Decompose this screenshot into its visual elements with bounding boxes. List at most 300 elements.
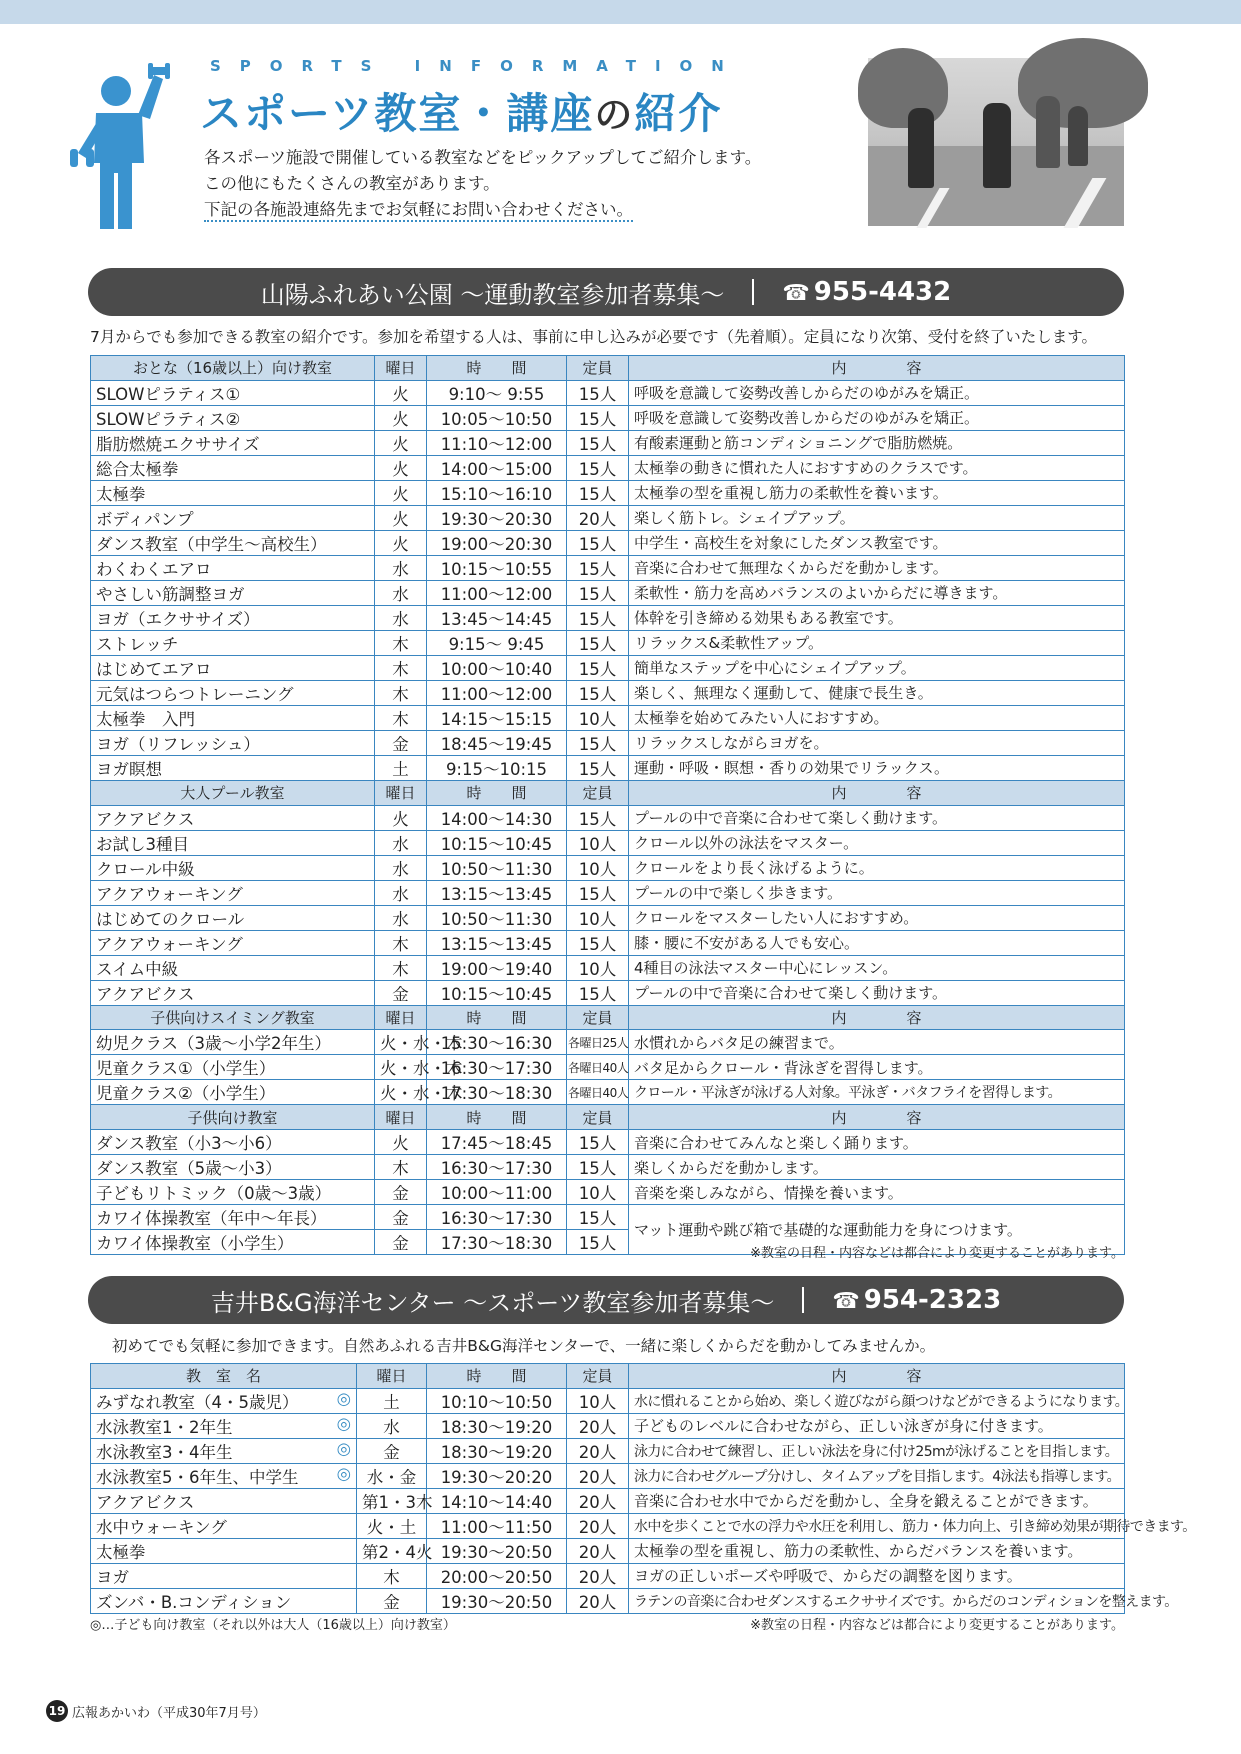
header-class: 大人プール教室 <box>91 780 375 805</box>
table-row <box>91 1030 1125 1055</box>
content-cell: 膝・腰に不安がある人でも安心。 <box>629 930 1125 955</box>
capacity-cell: 10人 <box>567 1388 629 1413</box>
day-cell: 土 <box>357 1388 427 1413</box>
time-cell: 10:15〜10:55 <box>427 555 567 580</box>
content-cell: クロールをマスターしたい人におすすめ。 <box>629 905 1125 930</box>
capacity-cell: 20人 <box>567 1488 629 1513</box>
class-name: ヨガ（リフレッシュ） <box>91 730 375 755</box>
class-name: はじめてエアロ <box>91 655 375 680</box>
class-name: ボディパンプ <box>91 505 375 530</box>
capacity-cell: 15人 <box>567 605 629 630</box>
content-cell: 楽しく筋トレ。シェイプアップ。 <box>629 505 1125 530</box>
capacity-cell: 10人 <box>567 830 629 855</box>
class-name: 太極拳 <box>91 480 375 505</box>
content-cell: 中学生・高校生を対象にしたダンス教室です。 <box>629 530 1125 555</box>
time-cell: 10:50〜11:30 <box>427 905 567 930</box>
table-row <box>91 555 1125 580</box>
day-cell: 金 <box>375 1230 427 1255</box>
page-header <box>70 55 870 240</box>
header-capacity: 定員 <box>567 1005 629 1030</box>
time-cell: 14:00〜15:00 <box>427 455 567 480</box>
time-cell: 18:30〜19:20 <box>427 1413 567 1438</box>
divider <box>802 1287 804 1313</box>
capacity-cell: 15人 <box>567 555 629 580</box>
capacity-cell: 15人 <box>567 1155 629 1180</box>
class-name: SLOWピラティス① <box>91 380 375 405</box>
class-name: アクアウォーキング <box>91 880 375 905</box>
day-cell: 火 <box>375 380 427 405</box>
content-cell: 音楽に合わせ水中でからだを動かし、全身を鍛えることができます。 <box>629 1488 1125 1513</box>
class-name-text: 水泳教室5・6年生、中学生 <box>96 1467 299 1487</box>
section-title: 山陽ふれあい公園 〜運動教室参加者募集〜 <box>260 280 725 309</box>
table-row <box>91 1588 1125 1613</box>
capacity-cell: 15人 <box>567 680 629 705</box>
time-cell: 11:10〜12:00 <box>427 430 567 455</box>
table-row <box>91 1155 1125 1180</box>
table-row <box>91 430 1125 455</box>
day-cell: 水 <box>375 880 427 905</box>
time-cell: 16:30〜17:30 <box>427 1205 567 1230</box>
class-name: 幼児クラス（3歳〜小学2年生） <box>91 1030 375 1055</box>
day-cell: 木 <box>357 1563 427 1588</box>
class-name-text: 水泳教室1・2年生 <box>96 1417 233 1437</box>
capacity-cell: 20人 <box>567 505 629 530</box>
day-cell: 水 <box>375 605 427 630</box>
day-cell: 水 <box>375 580 427 605</box>
capacity-cell: 10人 <box>567 1180 629 1205</box>
class-name: ダンス教室（中学生〜高校生） <box>91 530 375 555</box>
day-cell: 水 <box>375 830 427 855</box>
table-row <box>91 380 1125 405</box>
class-name <box>91 1463 357 1488</box>
day-cell: 火・水・木 <box>375 1055 427 1080</box>
content-cell: 簡単なステップを中心にシェイプアップ。 <box>629 655 1125 680</box>
header-content: 内 容 <box>629 1364 1125 1389</box>
time-cell: 10:00〜10:40 <box>427 655 567 680</box>
capacity-cell: 15人 <box>567 630 629 655</box>
class-name: アクアビクス <box>91 805 375 830</box>
class-name: ヨガ瞑想 <box>91 755 375 780</box>
header-day: 曜日 <box>375 1005 427 1030</box>
day-cell: 火 <box>375 455 427 480</box>
table-row <box>91 855 1125 880</box>
capacity-cell: 10人 <box>567 705 629 730</box>
capacity-cell: 15人 <box>567 930 629 955</box>
header-capacity: 定員 <box>567 1364 629 1389</box>
time-cell: 10:50〜11:30 <box>427 855 567 880</box>
class-name <box>91 1388 357 1413</box>
header-day: 曜日 <box>375 1105 427 1130</box>
table-header-row <box>91 780 1125 805</box>
day-cell: 金 <box>375 1205 427 1230</box>
table-row <box>91 530 1125 555</box>
capacity-cell: 15人 <box>567 755 629 780</box>
time-cell: 17:30〜18:30 <box>427 1080 567 1105</box>
capacity-cell: 10人 <box>567 955 629 980</box>
time-cell: 11:00〜12:00 <box>427 580 567 605</box>
capacity-cell: 15人 <box>567 380 629 405</box>
child-class-mark: ◎ <box>336 1388 351 1408</box>
capacity-cell: 20人 <box>567 1563 629 1588</box>
table-header-row <box>91 1364 1125 1389</box>
class-name: やさしい筋調整ヨガ <box>91 580 375 605</box>
table-row <box>91 1413 1125 1438</box>
class-name <box>91 1488 357 1513</box>
header-time: 時 間 <box>427 356 567 381</box>
table-row <box>91 1080 1125 1105</box>
capacity-cell: 20人 <box>567 1513 629 1538</box>
day-cell: 火 <box>375 805 427 830</box>
class-name: ダンス教室（小3〜小6） <box>91 1130 375 1155</box>
day-cell: 水 <box>357 1413 427 1438</box>
table-row <box>91 980 1125 1005</box>
capacity-cell: 15人 <box>567 1130 629 1155</box>
time-cell: 18:30〜19:20 <box>427 1438 567 1463</box>
child-class-mark: ◎ <box>336 1413 351 1433</box>
legend-note: ◎…子ども向け教室（それ以外は大人（16歳以上）向け教室） <box>90 1618 456 1633</box>
capacity-cell: 20人 <box>567 1413 629 1438</box>
class-name: カワイ体操教室（小学生） <box>91 1230 375 1255</box>
day-cell: 金 <box>357 1588 427 1613</box>
class-name: 児童クラス①（小学生） <box>91 1055 375 1080</box>
yoshii-schedule-table <box>90 1363 1196 1614</box>
child-class-mark: ◎ <box>336 1438 351 1458</box>
class-name-text: みずなれ教室（4・5歳児） <box>96 1392 299 1412</box>
capacity-cell: 20人 <box>567 1438 629 1463</box>
time-cell: 19:30〜20:30 <box>427 505 567 530</box>
time-cell: 9:10〜 9:55 <box>427 380 567 405</box>
capacity-cell: 15人 <box>567 455 629 480</box>
table-row <box>91 805 1125 830</box>
time-cell: 11:00〜11:50 <box>427 1513 567 1538</box>
class-name <box>91 1588 357 1613</box>
header-class: 子供向けスイミング教室 <box>91 1005 375 1030</box>
day-cell: 木 <box>375 655 427 680</box>
eyebrow-text: SPORTS INFORMATION <box>210 57 743 75</box>
section-bar-yoshii <box>88 1276 1124 1324</box>
capacity-cell: 15人 <box>567 730 629 755</box>
content-cell: 泳力に合わせグループ分けし、タイムアップを目指します。4泳法も指導します。 <box>629 1463 1125 1488</box>
table-row <box>91 1488 1125 1513</box>
header-day: 曜日 <box>375 356 427 381</box>
time-cell: 19:00〜19:40 <box>427 955 567 980</box>
capacity-cell: 20人 <box>567 1463 629 1488</box>
capacity-cell: 15人 <box>567 805 629 830</box>
content-cell: 音楽に合わせて無理なくからだを動かします。 <box>629 555 1125 580</box>
page-number: 19 <box>46 1700 68 1722</box>
class-name: 総合太極拳 <box>91 455 375 480</box>
time-cell: 11:00〜12:00 <box>427 680 567 705</box>
header-capacity: 定員 <box>567 1105 629 1130</box>
capacity-cell: 20人 <box>567 1538 629 1563</box>
header-content: 内 容 <box>629 356 1125 381</box>
day-cell: 金 <box>357 1438 427 1463</box>
class-name: カワイ体操教室（年中〜年長） <box>91 1205 375 1230</box>
section-bar-sanyo <box>88 268 1124 316</box>
day-cell: 火 <box>375 480 427 505</box>
class-name: アクアビクス <box>91 980 375 1005</box>
table-header-row <box>91 356 1125 381</box>
class-name: クロール中級 <box>91 855 375 880</box>
class-name: はじめてのクロール <box>91 905 375 930</box>
header-content: 内 容 <box>629 1005 1125 1030</box>
content-cell: 有酸素運動と筋コンディショニングで脂肪燃焼。 <box>629 430 1125 455</box>
table-row <box>91 880 1125 905</box>
day-cell: 火・水・木 <box>375 1080 427 1105</box>
day-cell: 火 <box>375 505 427 530</box>
content-cell: 子どものレベルに合わせながら、正しい泳ぎが身に付きます。 <box>629 1413 1125 1438</box>
table-row <box>91 905 1125 930</box>
class-name-text: 太極拳 <box>96 1542 146 1562</box>
class-name: アクアウォーキング <box>91 930 375 955</box>
header-time: 時 間 <box>427 1364 567 1389</box>
section-lead: 初めてでも気軽に参加できます。自然あふれる吉井B&G海洋センターで、一緒に楽しくからだを動かしてみませんか。 <box>112 1337 936 1355</box>
time-cell: 10:10〜10:50 <box>427 1388 567 1413</box>
header-capacity: 定員 <box>567 356 629 381</box>
content-cell: 音楽に合わせてみんなと楽しく踊ります。 <box>629 1130 1125 1155</box>
class-name <box>91 1563 357 1588</box>
table-row <box>91 580 1125 605</box>
day-cell: 木 <box>375 705 427 730</box>
content-cell: プールの中で音楽に合わせて楽しく動けます。 <box>629 980 1125 1005</box>
phone-number: ☎ 954-2323 <box>832 1285 1002 1315</box>
time-cell: 10:05〜10:50 <box>427 405 567 430</box>
table-row <box>91 455 1125 480</box>
table-row <box>91 1463 1125 1488</box>
capacity-cell: 15人 <box>567 530 629 555</box>
table-row <box>91 1438 1125 1463</box>
day-cell: 木 <box>375 955 427 980</box>
time-cell: 16:30〜17:30 <box>427 1155 567 1180</box>
time-cell: 17:45〜18:45 <box>427 1130 567 1155</box>
header-content: 内 容 <box>629 1105 1125 1130</box>
page-title: スポーツ教室・講座の紹介 <box>200 89 723 138</box>
table-row <box>91 1513 1125 1538</box>
class-name: 太極拳 入門 <box>91 705 375 730</box>
phone-icon: ☎ <box>782 281 810 306</box>
capacity-cell: 20人 <box>567 1588 629 1613</box>
class-name: 脂肪燃焼エクササイズ <box>91 430 375 455</box>
header-capacity: 定員 <box>567 780 629 805</box>
capacity-cell: 10人 <box>567 905 629 930</box>
content-cell: バタ足からクロール・背泳ぎを習得します。 <box>629 1055 1125 1080</box>
day-cell: 水 <box>375 855 427 880</box>
day-cell: 火 <box>375 1130 427 1155</box>
divider <box>752 279 754 305</box>
content-cell: マット運動や跳び箱で基礎的な運動能力を身につけます。 <box>629 1205 1125 1255</box>
time-cell: 15:30〜16:30 <box>427 1030 567 1055</box>
capacity-cell: 15人 <box>567 580 629 605</box>
content-cell: 太極拳を始めてみたい人におすすめ。 <box>629 705 1125 730</box>
content-cell: 楽しく、無理なく運動して、健康で長生き。 <box>629 680 1125 705</box>
table-row <box>91 955 1125 980</box>
content-cell: 太極拳の動きに慣れた人におすすめのクラスです。 <box>629 455 1125 480</box>
capacity-cell: 各曜日40人 <box>567 1055 629 1080</box>
class-name-text: 水泳教室3・4年生 <box>96 1442 233 1462</box>
class-name <box>91 1538 357 1563</box>
change-note: ※教室の日程・内容などは都合により変更することがあります。 <box>750 1246 1124 1261</box>
class-name-text: ズンバ・B.コンディション <box>96 1592 292 1612</box>
capacity-cell: 15人 <box>567 430 629 455</box>
day-cell: 第1・3木 <box>357 1488 427 1513</box>
header-class: おとな（16歳以上）向け教室 <box>91 356 375 381</box>
class-name: スイム中級 <box>91 955 375 980</box>
capacity-cell: 15人 <box>567 1205 629 1230</box>
content-cell: 呼吸を意識して姿勢改善しからだのゆがみを矯正。 <box>629 380 1125 405</box>
day-cell: 水 <box>375 555 427 580</box>
time-cell: 15:10〜16:10 <box>427 480 567 505</box>
capacity-cell: 15人 <box>567 880 629 905</box>
class-name: ダンス教室（5歳〜小3） <box>91 1155 375 1180</box>
class-name <box>91 1438 357 1463</box>
content-cell: 運動・呼吸・瞑想・香りの効果でリラックス。 <box>629 755 1125 780</box>
day-cell: 火・水・木 <box>375 1030 427 1055</box>
day-cell: 金 <box>375 980 427 1005</box>
content-cell: リラックス&柔軟性アップ。 <box>629 630 1125 655</box>
table-row <box>91 630 1125 655</box>
table-header-row <box>91 1005 1125 1030</box>
day-cell: 土 <box>375 755 427 780</box>
table-header-row <box>91 1105 1125 1130</box>
class-name: 子どもリトミック（0歳〜3歳） <box>91 1180 375 1205</box>
header-day: 曜日 <box>357 1364 427 1389</box>
table-row <box>91 1388 1125 1413</box>
capacity-cell: 15人 <box>567 405 629 430</box>
time-cell: 19:30〜20:50 <box>427 1588 567 1613</box>
capacity-cell: 各曜日40人 <box>567 1080 629 1105</box>
content-cell: プールの中で楽しく歩きます。 <box>629 880 1125 905</box>
table-row <box>91 930 1125 955</box>
content-cell: 太極拳の型を重視し、筋力の柔軟性、からだバランスを養います。 <box>629 1538 1125 1563</box>
time-cell: 13:15〜13:45 <box>427 930 567 955</box>
day-cell: 木 <box>375 1155 427 1180</box>
class-name-text: アクアビクス <box>96 1492 195 1512</box>
table-row <box>91 605 1125 630</box>
table-row <box>91 1130 1125 1155</box>
day-cell: 水 <box>375 905 427 930</box>
capacity-cell: 15人 <box>567 655 629 680</box>
page-footer <box>46 1700 266 1722</box>
time-cell: 10:15〜10:45 <box>427 980 567 1005</box>
change-note: ※教室の日程・内容などは都合により変更することがあります。 <box>750 1618 1124 1633</box>
content-cell: ヨガの正しいポーズや呼吸で、からだの調整を図ります。 <box>629 1563 1125 1588</box>
content-cell: ラテンの音楽に合わせダンスするエクササイズです。からだのコンディションを整えます。 <box>629 1588 1125 1613</box>
table-row <box>91 405 1125 430</box>
header-content: 内 容 <box>629 780 1125 805</box>
capacity-cell: 15人 <box>567 1230 629 1255</box>
header-class: 教 室 名 <box>91 1364 357 1389</box>
child-class-mark: ◎ <box>336 1463 351 1483</box>
time-cell: 14:10〜14:40 <box>427 1488 567 1513</box>
time-cell: 16:30〜17:30 <box>427 1055 567 1080</box>
table-row <box>91 755 1125 780</box>
table-row <box>91 680 1125 705</box>
sanyo-schedule-table <box>90 355 1125 1255</box>
content-cell: クロール以外の泳法をマスター。 <box>629 830 1125 855</box>
time-cell: 10:00〜11:00 <box>427 1180 567 1205</box>
time-cell: 10:15〜10:45 <box>427 830 567 855</box>
content-cell: プールの中で音楽に合わせて楽しく動けます。 <box>629 805 1125 830</box>
class-name-text: ヨガ <box>96 1567 129 1587</box>
section-title: 吉井B&G海洋センター 〜スポーツ教室参加者募集〜 <box>210 1288 775 1317</box>
time-cell: 14:15〜15:15 <box>427 705 567 730</box>
day-cell: 第2・4火 <box>357 1538 427 1563</box>
content-cell: 音楽を楽しみながら、情操を養います。 <box>629 1180 1125 1205</box>
capacity-cell: 15人 <box>567 480 629 505</box>
content-cell: 呼吸を意識して姿勢改善しからだのゆがみを矯正。 <box>629 405 1125 430</box>
day-cell: 木 <box>375 630 427 655</box>
content-cell: 体幹を引き締める効果もある教室です。 <box>629 605 1125 630</box>
capacity-cell: 各曜日25人 <box>567 1030 629 1055</box>
day-cell: 火 <box>375 405 427 430</box>
time-cell: 13:45〜14:45 <box>427 605 567 630</box>
time-cell: 9:15〜10:15 <box>427 755 567 780</box>
table-row <box>91 1055 1125 1080</box>
capacity-cell: 10人 <box>567 855 629 880</box>
content-cell: 太極拳の型を重視し筋力の柔軟性を養います。 <box>629 480 1125 505</box>
time-cell: 9:15〜 9:45 <box>427 630 567 655</box>
table-row <box>91 830 1125 855</box>
class-name: 元気はつらつトレーニング <box>91 680 375 705</box>
class-name: わくわくエアロ <box>91 555 375 580</box>
class-name: お試し3種目 <box>91 830 375 855</box>
time-cell: 14:00〜14:30 <box>427 805 567 830</box>
header-day: 曜日 <box>375 780 427 805</box>
class-name <box>91 1513 357 1538</box>
time-cell: 19:00〜20:30 <box>427 530 567 555</box>
content-cell: 水に慣れることから始め、楽しく遊びながら顔つけなどができるようになります。 <box>629 1388 1125 1413</box>
class-name <box>91 1413 357 1438</box>
content-cell: 楽しくからだを動かします。 <box>629 1155 1125 1180</box>
content-cell: 水慣れからバタ足の練習まで。 <box>629 1030 1125 1055</box>
table-row <box>91 1205 1125 1230</box>
day-cell: 木 <box>375 930 427 955</box>
sports-figure-icon <box>70 61 170 231</box>
header-class: 子供向け教室 <box>91 1105 375 1130</box>
section-lead: 7月からでも参加できる教室の紹介です。参加を希望する人は、事前に申し込みが必要です（先着順）。定員になり次第、受付を終了いたします。 <box>90 328 1097 346</box>
content-cell: 柔軟性・筋力を高めバランスのよいからだに導きます。 <box>629 580 1125 605</box>
time-cell: 19:30〜20:20 <box>427 1463 567 1488</box>
class-name: ヨガ（エクササイズ） <box>91 605 375 630</box>
day-cell: 火 <box>375 430 427 455</box>
content-cell: クロール・平泳ぎが泳げる人対象。平泳ぎ・バタフライを習得します。 <box>629 1080 1125 1105</box>
time-cell: 19:30〜20:50 <box>427 1538 567 1563</box>
day-cell: 火 <box>375 530 427 555</box>
phone-icon: ☎ <box>832 1289 860 1314</box>
table-row <box>91 655 1125 680</box>
time-cell: 13:15〜13:45 <box>427 880 567 905</box>
day-cell: 水・金 <box>357 1463 427 1488</box>
table-row <box>91 480 1125 505</box>
table-row <box>91 505 1125 530</box>
capacity-cell: 15人 <box>567 980 629 1005</box>
phone-number: ☎ 955-4432 <box>782 277 952 307</box>
table-row <box>91 1563 1125 1588</box>
time-cell: 17:30〜18:30 <box>427 1230 567 1255</box>
time-cell: 18:45〜19:45 <box>427 730 567 755</box>
day-cell: 火・土 <box>357 1513 427 1538</box>
day-cell: 金 <box>375 730 427 755</box>
content-cell: リラックスしながらヨガを。 <box>629 730 1125 755</box>
content-cell: 泳力に合わせて練習し、正しい泳法を身に付け25mが泳げることを目指します。 <box>629 1438 1125 1463</box>
top-banner <box>0 0 1241 24</box>
day-cell: 木 <box>375 680 427 705</box>
walking-photo <box>868 58 1124 226</box>
class-name: 児童クラス②（小学生） <box>91 1080 375 1105</box>
time-cell: 20:00〜20:50 <box>427 1563 567 1588</box>
table-row <box>91 1538 1125 1563</box>
content-cell: 4種目の泳法マスター中心にレッスン。 <box>629 955 1125 980</box>
